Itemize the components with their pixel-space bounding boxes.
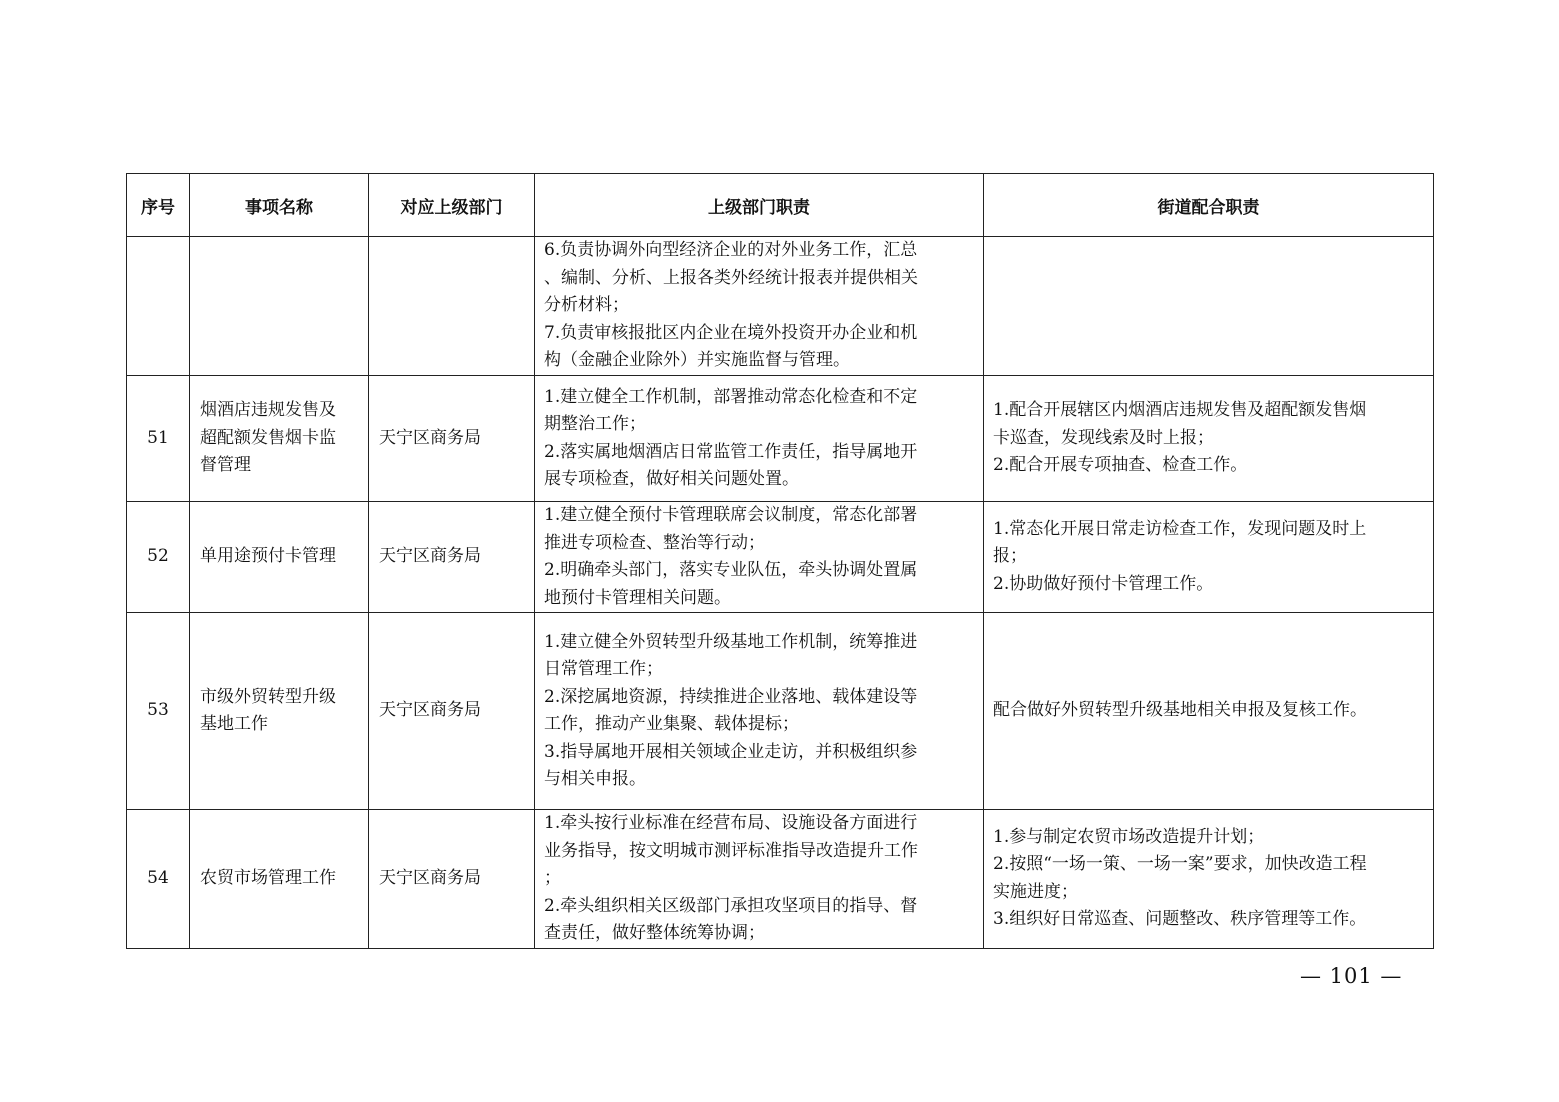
cell-text-line: 2.明确牵头部门，落实专业队伍，牵头协调处置属 xyxy=(544,560,918,580)
cell-text-line: 基地工作 xyxy=(200,714,268,734)
table-row xyxy=(127,376,1434,502)
header-upper-dept: 对应上级部门 xyxy=(369,174,535,237)
cell-upper-duties xyxy=(535,810,984,949)
cell-street-duties xyxy=(984,376,1434,502)
cell-text-line: 6.负责协调外向型经济企业的对外业务工作，汇总 xyxy=(544,240,918,261)
header-item-name: 事项名称 xyxy=(190,174,369,237)
cell-text-line: 1.建立健全预付卡管理联席会议制度，常态化部署 xyxy=(544,505,918,525)
cell-street-duties xyxy=(984,502,1434,613)
header-no: 序号 xyxy=(127,174,190,237)
cell-item-name xyxy=(190,237,369,376)
cell-text-line: 推进专项检查、整治等行动； xyxy=(544,532,765,553)
cell-upper-duties xyxy=(535,376,984,502)
cell-upper-dept: 天宁区商务局 xyxy=(369,376,535,502)
cell-text-line: 工作，推动产业集聚、载体提标； xyxy=(544,714,799,734)
cell-text-line: 、编制、分析、上报各类外经统计报表并提供相关 xyxy=(544,267,918,288)
cell-text-line: 3.指导属地开展相关领域企业走访，并积极组织参 xyxy=(544,741,918,762)
cell-text-line: 与相关申报。 xyxy=(544,769,646,789)
cell-text-line: 业务指导，按文明城市测评标准指导改造提升工作 xyxy=(544,840,918,861)
cell-text-line: 构（金融企业除外）并实施监督与管理。 xyxy=(544,350,850,371)
cell-text-line: 期整治工作； xyxy=(544,414,646,434)
page-number: — 101 — xyxy=(1300,964,1403,988)
cell-upper-dept: 天宁区商务局 xyxy=(369,810,535,949)
cell-upper-dept: 天宁区商务局 xyxy=(369,502,535,613)
cell-text-line: 1.配合开展辖区内烟酒店违规发售及超配额发售烟 xyxy=(993,400,1367,421)
cell-text-line: 1.牵头按行业标准在经营布局、设施设备方面进行 xyxy=(544,813,918,833)
header-street-duties: 街道配合职责 xyxy=(984,174,1434,237)
cell-upper-duties xyxy=(535,237,984,376)
cell-text-line: 2.协助做好预付卡管理工作。 xyxy=(993,573,1214,594)
cell-no xyxy=(127,237,190,376)
cell-text-line: 地预付卡管理相关问题。 xyxy=(544,587,731,608)
cell-street-duties xyxy=(984,237,1434,376)
cell-text-line: 卡巡查，发现线索及时上报； xyxy=(993,427,1214,448)
cell-upper-duties xyxy=(535,613,984,810)
cell-text-line: 2.配合开展专项抽查、检查工作。 xyxy=(993,455,1248,476)
cell-item-name xyxy=(190,810,369,949)
cell-text-line: 2.牵头组织相关区级部门承担攻坚项目的指导、督 xyxy=(544,895,918,916)
header-row xyxy=(127,174,1434,237)
cell-text-line: 实施进度； xyxy=(993,881,1078,902)
cell-text-line: 督管理 xyxy=(200,455,251,476)
cell-text-line: 1.常态化开展日常走访检查工作，发现问题及时上 xyxy=(993,518,1367,539)
cell-no: 53 xyxy=(127,613,190,810)
cell-no: 52 xyxy=(127,502,190,613)
responsibility-table xyxy=(126,173,1434,949)
cell-text-line: 分析材料； xyxy=(544,295,629,316)
cell-text-line: 烟酒店违规发售及 xyxy=(200,400,336,421)
cell-text-line: 3.组织好日常巡查、问题整改、秩序管理等工作。 xyxy=(993,909,1367,930)
cell-text-line: 配合做好外贸转型升级基地相关申报及复核工作。 xyxy=(993,700,1367,721)
cell-text-line: 单用途预付卡管理 xyxy=(200,546,336,567)
cell-street-duties xyxy=(984,810,1434,949)
cell-text-line: 1.建立健全工作机制，部署推动常态化检查和不定 xyxy=(544,386,918,407)
cell-text-line: 1.建立健全外贸转型升级基地工作机制，统筹推进 xyxy=(544,631,918,652)
cell-text-line: 报； xyxy=(993,546,1027,567)
table-row xyxy=(127,810,1434,949)
cell-text-line: 展专项检查，做好相关问题处置。 xyxy=(544,469,799,489)
cell-text-line: 2.落实属地烟酒店日常监管工作责任，指导属地开 xyxy=(544,441,918,462)
cell-text-line: 超配额发售烟卡监 xyxy=(200,427,336,448)
cell-street-duties xyxy=(984,613,1434,810)
cell-text-line: 2.按照“一场一策、一场一案”要求，加快改造工程 xyxy=(993,854,1367,875)
cell-upper-dept xyxy=(369,237,535,376)
cell-text-line: 1.参与制定农贸市场改造提升计划； xyxy=(993,826,1265,847)
cell-text-line: 日常管理工作； xyxy=(544,659,663,679)
cell-text-line: 查责任，做好整体统筹协调； xyxy=(544,923,765,943)
table-row xyxy=(127,237,1434,376)
cell-upper-dept: 天宁区商务局 xyxy=(369,613,535,810)
cell-item-name xyxy=(190,502,369,613)
cell-upper-duties xyxy=(535,502,984,613)
cell-text-line: ； xyxy=(544,868,561,888)
cell-text-line: 2.深挖属地资源，持续推进企业落地、载体建设等 xyxy=(544,686,918,707)
table-row xyxy=(127,502,1434,613)
cell-text-line: 农贸市场管理工作 xyxy=(200,868,336,888)
header-upper-duties: 上级部门职责 xyxy=(535,174,984,237)
cell-no: 54 xyxy=(127,810,190,949)
cell-text-line: 7.负责审核报批区内企业在境外投资开办企业和机 xyxy=(544,322,918,343)
cell-item-name xyxy=(190,376,369,502)
cell-text-line: 市级外贸转型升级 xyxy=(200,686,336,707)
table-row xyxy=(127,613,1434,810)
cell-item-name xyxy=(190,613,369,810)
cell-no: 51 xyxy=(127,376,190,502)
